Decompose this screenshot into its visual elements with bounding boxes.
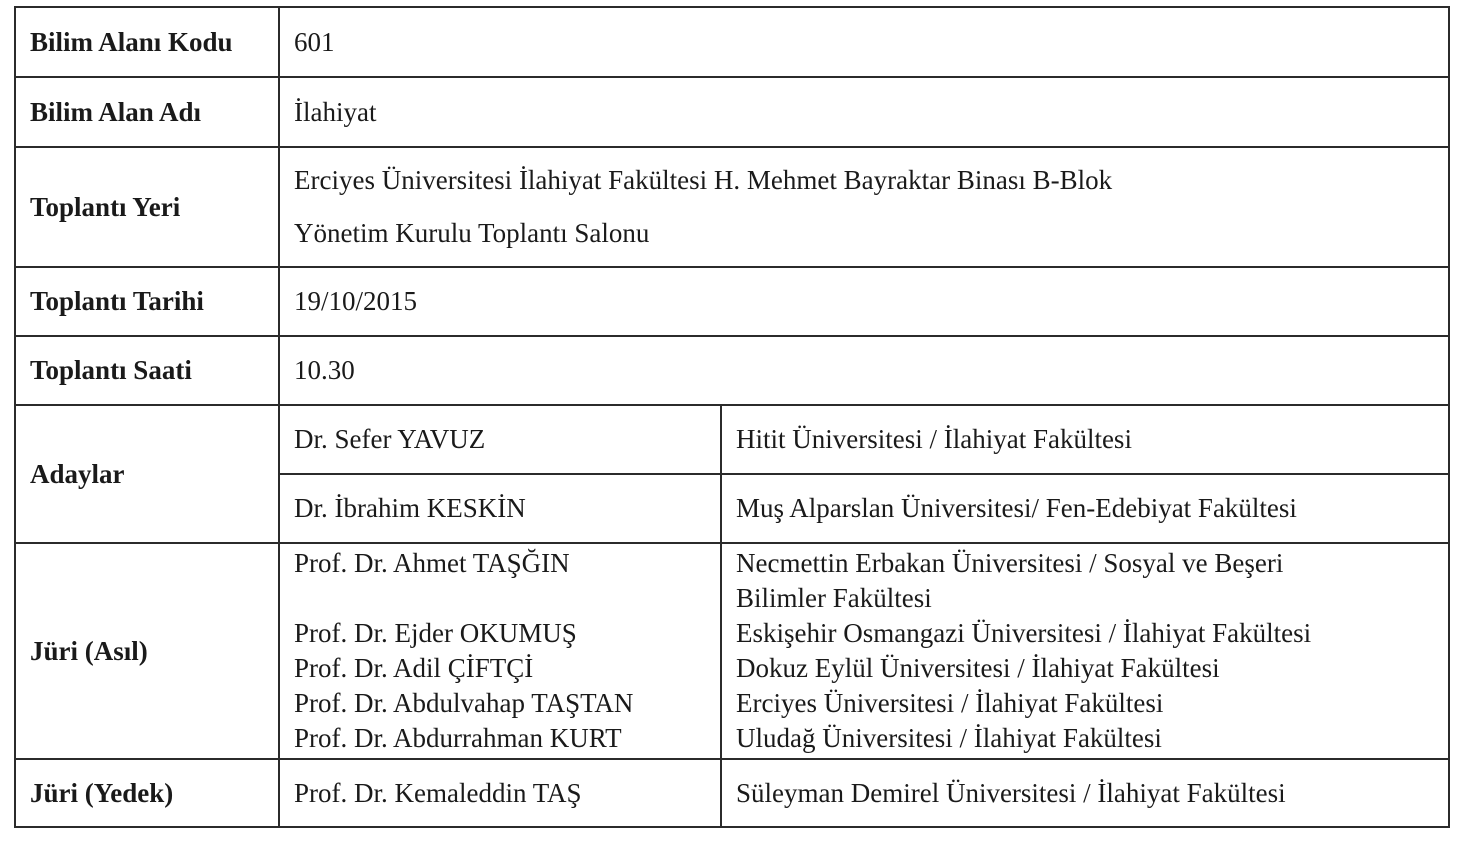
juri-member-affiliation: Eskişehir Osmangazi Üniversitesi / İlahiyat Fakültesi (736, 618, 1312, 648)
spacer (294, 581, 706, 616)
value-bilim-alan-adi: İlahiyat (279, 77, 1449, 147)
meeting-info-table (14, 6, 1450, 828)
juri-yedek-affiliation: Süleyman Demirel Üniversitesi / İlahiyat Fakültesi (721, 759, 1449, 827)
label-bilim-alani-kodu: Bilim Alanı Kodu (15, 7, 279, 77)
aday-affiliation: Hitit Üniversitesi / İlahiyat Fakültesi (721, 405, 1449, 474)
value-toplanti-yeri (279, 147, 1449, 267)
juri-asil-names (279, 543, 721, 759)
juri-asil-affiliations (721, 543, 1449, 759)
row-bilim-alan-adi (15, 77, 1449, 147)
row-toplanti-saati (15, 336, 1449, 405)
juri-member-name: Prof. Dr. Ejder OKUMUŞ (294, 618, 577, 648)
label-juri-yedek: Jüri (Yedek) (15, 759, 279, 827)
row-toplanti-tarihi (15, 267, 1449, 336)
value-toplanti-saati: 10.30 (279, 336, 1449, 405)
row-juri-asil (15, 543, 1449, 759)
juri-member-affiliation: Uludağ Üniversitesi / İlahiyat Fakültesi (736, 723, 1162, 753)
aday-affiliation: Muş Alparslan Üniversitesi/ Fen-Edebiyat Fakültesi (721, 474, 1449, 543)
toplanti-yeri-line: Erciyes Üniversitesi İlahiyat Fakültesi H. Mehmet Bayraktar Binası B-Blok (294, 165, 1113, 195)
juri-member-affiliation: Necmettin Erbakan Üniversitesi / Sosyal ve Beşeri (736, 548, 1284, 578)
juri-member-affiliation: Dokuz Eylül Üniversitesi / İlahiyat Fakültesi (736, 653, 1220, 683)
value-bilim-alani-kodu: 601 (279, 7, 1449, 77)
value-toplanti-tarihi: 19/10/2015 (279, 267, 1449, 336)
toplanti-yeri-line: Yönetim Kurulu Toplantı Salonu (294, 218, 650, 248)
row-toplanti-yeri (15, 147, 1449, 267)
juri-member-affiliation: Bilimler Fakültesi (736, 583, 932, 613)
juri-member-name: Prof. Dr. Ahmet TAŞĞIN (294, 548, 570, 578)
juri-member-name: Prof. Dr. Abdurrahman KURT (294, 723, 622, 753)
label-toplanti-yeri: Toplantı Yeri (15, 147, 279, 267)
juri-member-affiliation: Erciyes Üniversitesi / İlahiyat Fakültesi (736, 688, 1164, 718)
row-juri-yedek (15, 759, 1449, 827)
row-bilim-alani-kodu (15, 7, 1449, 77)
label-bilim-alan-adi: Bilim Alan Adı (15, 77, 279, 147)
label-adaylar: Adaylar (15, 405, 279, 543)
row-aday-1 (15, 405, 1449, 474)
label-toplanti-tarihi: Toplantı Tarihi (15, 267, 279, 336)
aday-name: Dr. Sefer YAVUZ (279, 405, 721, 474)
label-juri-asil: Jüri (Asıl) (15, 543, 279, 759)
document-sheet (14, 6, 1448, 834)
juri-member-name: Prof. Dr. Abdulvahap TAŞTAN (294, 688, 634, 718)
aday-name: Dr. İbrahim KESKİN (279, 474, 721, 543)
label-toplanti-saati: Toplantı Saati (15, 336, 279, 405)
juri-yedek-name: Prof. Dr. Kemaleddin TAŞ (279, 759, 721, 827)
juri-member-name: Prof. Dr. Adil ÇİFTÇİ (294, 653, 534, 683)
